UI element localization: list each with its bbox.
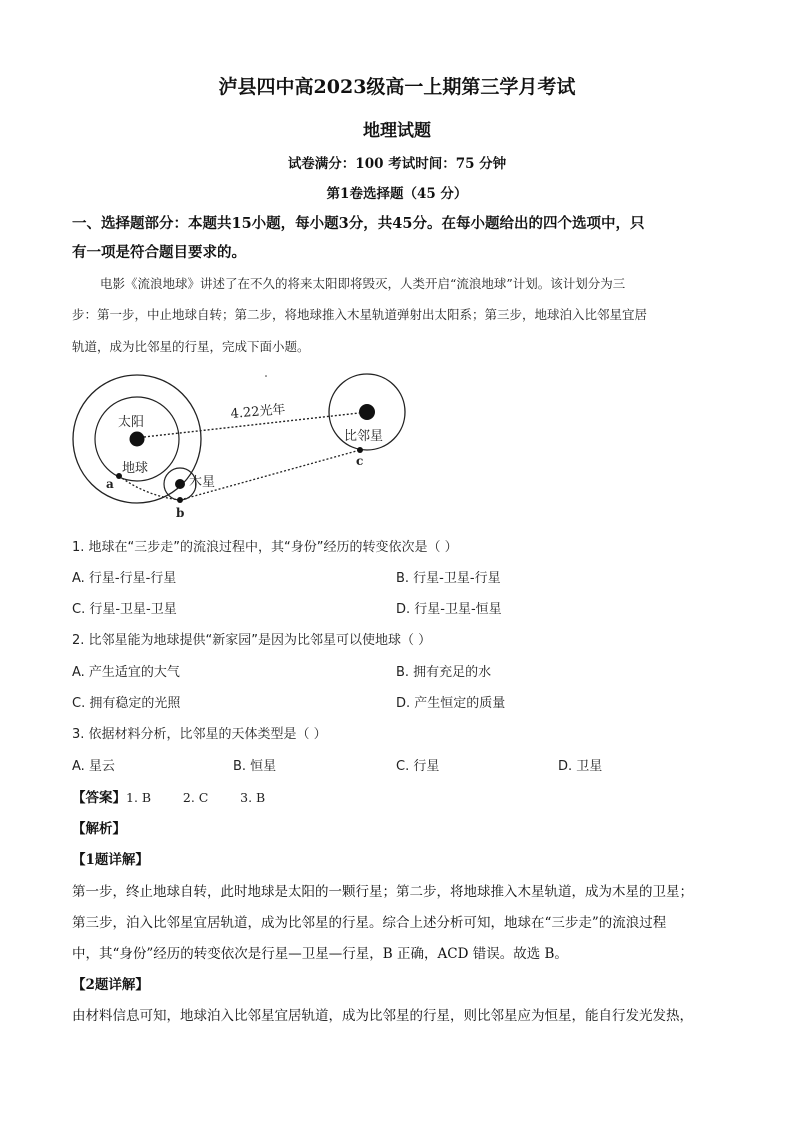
section-line-1: 一、选择题部分：本题共15小题，每小题3分，共45分。在每小题给出的四个选项中，只: [72, 215, 645, 232]
proxima-label: 比邻星: [344, 429, 384, 444]
answer-text: 1. B 2. C 3. B: [126, 790, 266, 805]
question-1-option-c[interactable]: C. 行星-卫星-卫星: [72, 602, 177, 617]
sun-label: 太阳: [118, 415, 145, 430]
jupiter-icon: [175, 479, 185, 489]
question-3-option-a[interactable]: A. 星云: [72, 759, 115, 774]
answer-label: 【答案】: [72, 790, 126, 806]
stray-dot: [265, 375, 267, 377]
jupiter-label: 木星: [189, 475, 216, 490]
proxima-icon: [359, 404, 375, 420]
detail-1-line-2: 第三步，泊入比邻星宜居轨道，成为比邻星的行星。综合上述分析可知，地球在“三步走”的流浪过程: [72, 915, 667, 931]
material-line-3: 轨道，成为比邻星的行星，完成下面小题。: [72, 339, 310, 354]
question-3-option-c[interactable]: C. 行星: [396, 759, 440, 774]
sun-icon: [130, 432, 145, 447]
exam-meta: 试卷满分：100 考试时间：75 分钟: [287, 156, 507, 172]
question-1-option-d[interactable]: D. 行星-卫星-恒星: [396, 602, 502, 617]
exam-title: 泸县四中高2023级高一上期第三学月考试: [218, 76, 576, 98]
question-2-option-a[interactable]: A. 产生适宜的大气: [72, 665, 180, 680]
question-2-option-d[interactable]: D. 产生恒定的质量: [396, 696, 506, 711]
question-3-stem: 3. 依据材料分析，比邻星的天体类型是（ ）: [72, 727, 327, 742]
question-3-option-d[interactable]: D. 卫星: [558, 759, 603, 774]
point-b-dot: [177, 497, 183, 503]
point-c-dot: [357, 447, 363, 453]
detail-1-line-1: 第一步，终止地球自转，此时地球是太阳的一颗行星；第二步，将地球推入木星轨道，成为木星的卫星；: [72, 884, 693, 900]
question-2-option-b[interactable]: B. 拥有充足的水: [396, 665, 492, 680]
question-3-option-b[interactable]: B. 恒星: [233, 759, 277, 774]
detail-1-label: 【1题详解】: [72, 852, 149, 868]
volume-title: 第1卷选择题（45 分）: [326, 186, 468, 202]
question-2-stem: 2. 比邻星能为地球提供“新家园”是因为比邻星可以使地球（ ）: [72, 633, 432, 648]
point-a-label: a: [106, 477, 114, 491]
material-line-1: 电影《流浪地球》讲述了在不久的将来太阳即将毁灭，人类开启“流浪地球”计划。该计划分为三: [100, 276, 626, 291]
subject-title: 地理试题: [363, 121, 431, 141]
analysis-label: 【解析】: [72, 821, 126, 837]
detail-2-label: 【2题详解】: [72, 977, 149, 993]
earth-label: 地球: [122, 461, 149, 476]
question-1-option-a[interactable]: A. 行星-行星-行星: [72, 571, 177, 586]
material-line-2: 步：第一步，中止地球自转；第二步，将地球推入木星轨道弹射出太阳系；第三步，地球泊入比邻星宜居: [72, 307, 648, 322]
section-line-2: 有一项是符合题目要求的。: [72, 244, 246, 261]
detail-2-line-1: 由材料信息可知，地球泊入比邻星宜居轨道，成为比邻星的行星，则比邻星应为恒星，能自行发光发热，: [72, 1008, 693, 1024]
orbit-diagram: [66, 368, 416, 520]
question-1-stem: 1. 地球在“三步走”的流浪过程中，其“身份”经历的转变依次是（ ）: [72, 540, 458, 555]
point-b-label: b: [176, 506, 185, 520]
distance-label: 4.22光年: [230, 402, 287, 422]
point-c-label: c: [356, 454, 364, 468]
detail-1-line-3: 中，其“身份”经历的转变依次是行星—卫星—行星，B 正确，ACD 错误。故选 B。: [72, 946, 568, 962]
question-1-option-b[interactable]: B. 行星-卫星-行星: [396, 571, 501, 586]
question-2-option-c[interactable]: C. 拥有稳定的光照: [72, 696, 181, 711]
answer-row: [72, 786, 265, 806]
